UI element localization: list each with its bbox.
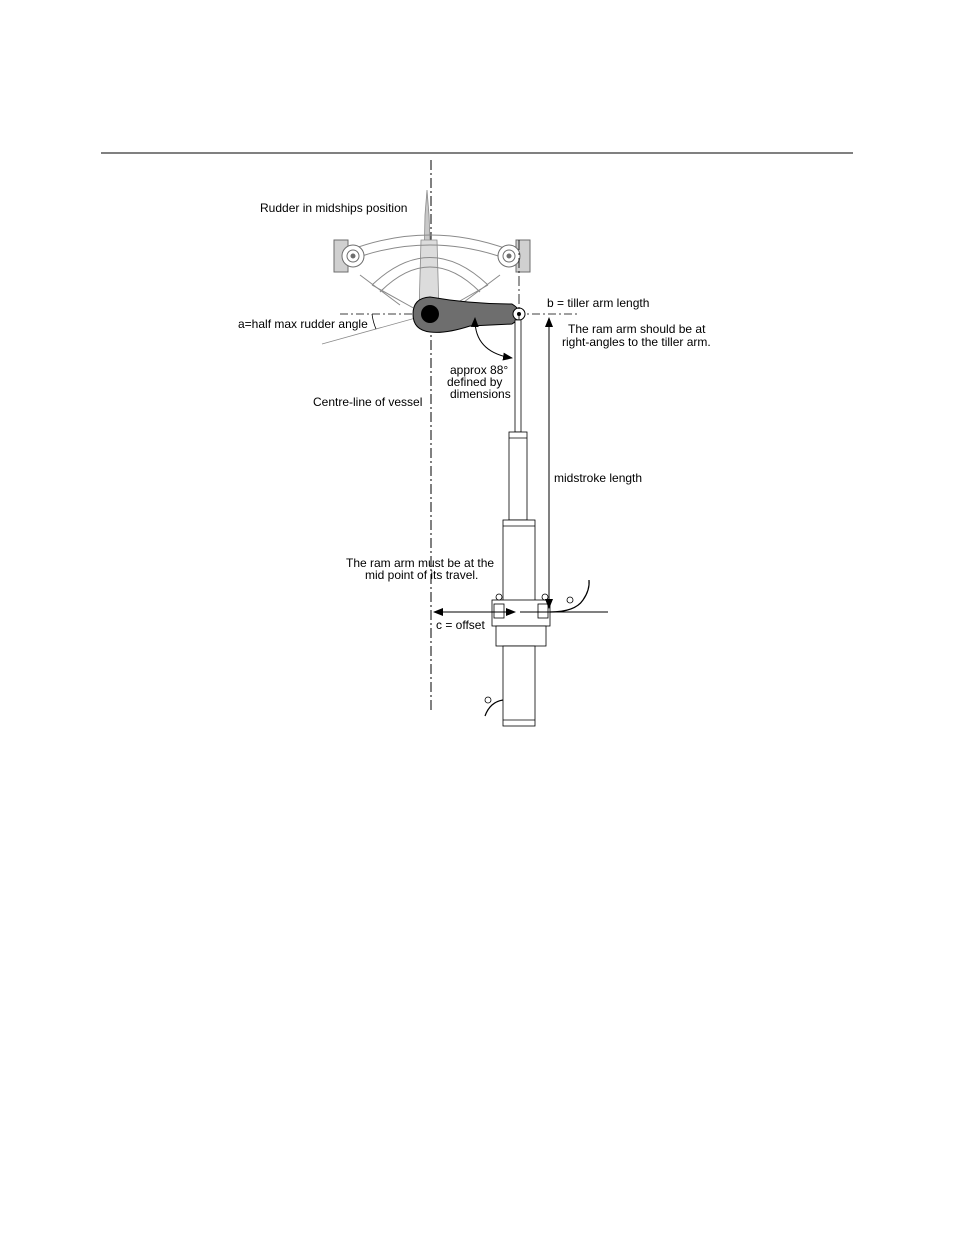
right-angles-label-line1: The ram arm should be at: [568, 322, 706, 336]
half-max-rudder-angle-label: a=half max rudder angle: [238, 317, 368, 331]
approx-angle-label-line1: approx 88°: [450, 363, 509, 377]
mid-point-label-line2: mid point of its travel.: [365, 568, 479, 582]
midstroke-length-label: midstroke length: [554, 471, 643, 485]
angle-a-arc: [372, 314, 376, 329]
mounting-block: [492, 594, 550, 646]
right-pulley-icon: [498, 240, 530, 272]
cylinder-upper: [509, 432, 527, 520]
centre-line-label: Centre-line of vessel: [313, 395, 423, 409]
left-pulley-icon: [334, 240, 364, 272]
tiller-arm-length-label: b = tiller arm length: [547, 296, 650, 310]
mid-point-label-line1: The ram arm must be at the: [346, 556, 495, 570]
hose-fitting-upper: [567, 597, 573, 603]
rudder-stock-icon: [421, 305, 439, 323]
cylinder-lower: [503, 646, 535, 726]
offset-label: c = offset: [436, 618, 485, 632]
hose-fitting-lower: [485, 697, 491, 703]
right-angles-label-line2: right-angles to the tiller arm.: [562, 335, 711, 349]
approx-angle-label-line2: defined by: [447, 375, 503, 389]
approx-angle-label-line3: dimensions: [450, 387, 511, 401]
ram-rod: [515, 320, 521, 432]
rudder-midships-label: Rudder in midships position: [260, 201, 408, 215]
cylinder-body: [503, 520, 535, 608]
hydraulic-hose-upper: [550, 580, 589, 612]
